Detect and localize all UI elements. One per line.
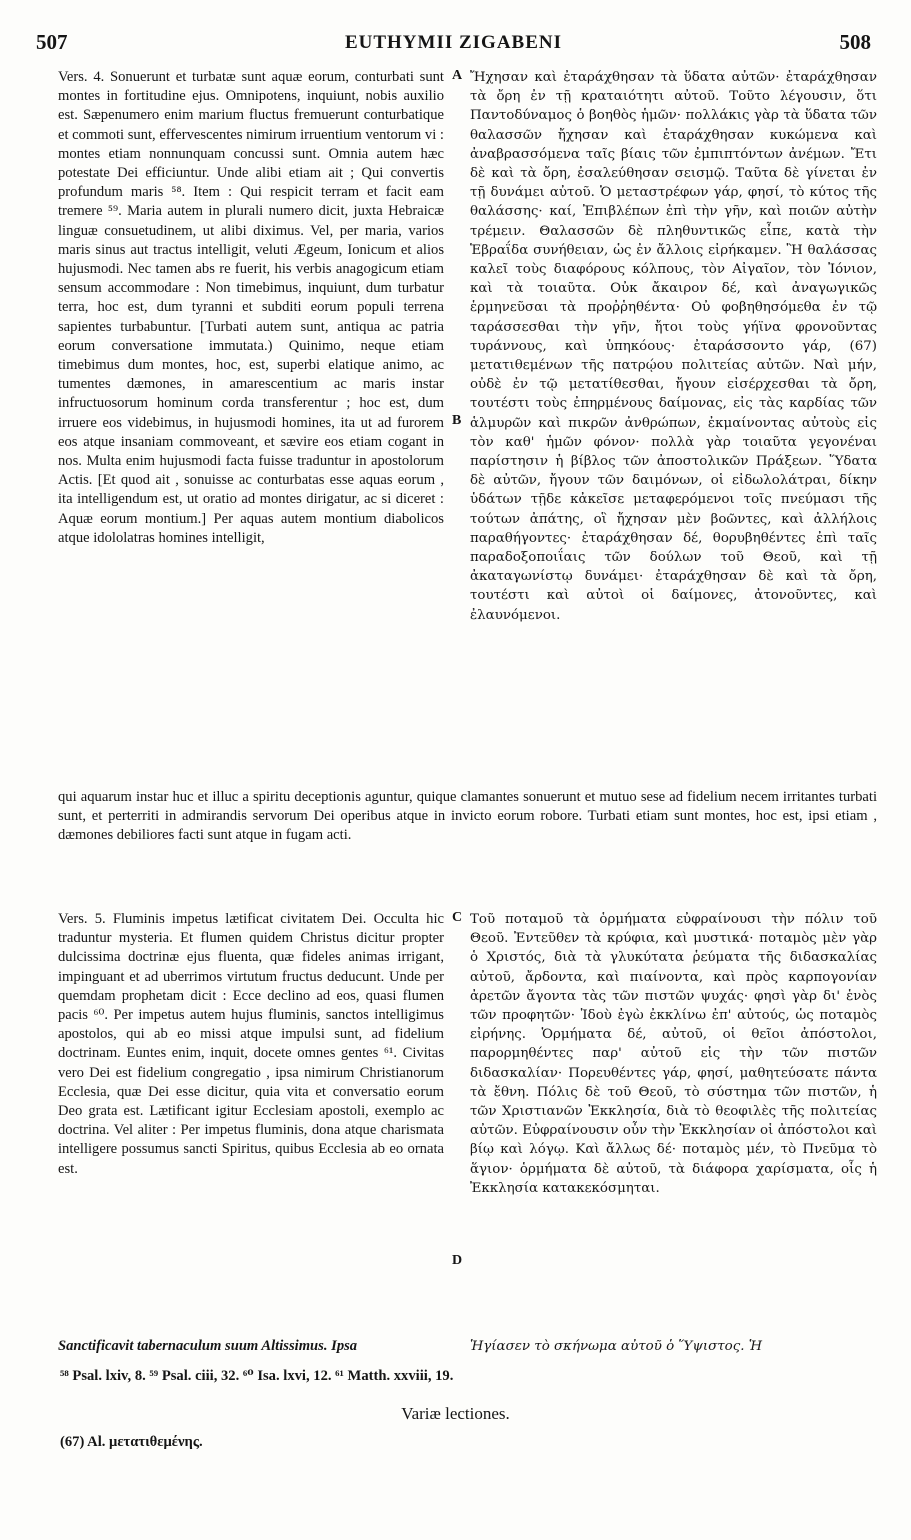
greek-text-next-verse: Ἡγίασεν τὸ σκήνωμα αὐτοῦ ὁ Ὕψιστος. Ἡ [470, 1339, 763, 1354]
running-title: EUTHYMII ZIGABENI [344, 32, 563, 53]
margin-letter-b: B [452, 413, 462, 428]
latin-text-verse-5: Vers. 5. Fluminis impetus lætificat civitatem Dei. Occulta hic traduntur mysteria. Et flumen quidem Christus dicitur propter dulcissima doctrinæ ejus fluenta, quæ fideles animas irrigant, impinguant et ad uberrimos virtutum fructus deducunt. Unde per quemdam prophetam dicit : Ecce declino ad eos, quasi flumen pacis ⁶⁰. Per impetus autem hujus fluminis, sanctos intelligimus apostolos, qui ab eo missi atque impulsi sunt, ad fidelium doctrinam. Euntes enim, inquit, docete omnes gentes ⁶¹. Civitas vero Dei est fidelium congregatio , ipsa nimirum Christianorum Ecclesia, quæ Dei esse dicitur, quia vita et conversatio eorum Deo grata est. Lætificant igitur Ecclesiam apostoli, exemplo ac doctrina. Vel aliter : Per impetus fluminis, dona atque charismata intelligere possumus sancti Spiritus, quibus Ecclesia ab eo ornata est. [58, 911, 444, 1177]
latin-full-width-continuation: qui aquarum instar huc et illuc a spiritu deceptionis aguntur, quique clamantes sonuerunt et mutuo sese ad fidelium necem irritantes turbati sunt, et perterriti in admirandis servorum Dei operibus atque in invicto eorum robore. Turbati etiam sunt montes, hoc est, ipsi etiam , dæmones debiliores facti sunt atque in fugam acti. [58, 789, 877, 844]
latin-column-next-verse [58, 1337, 444, 1356]
greek-column-verse-5 [470, 910, 877, 1198]
variant-reading-note: (67) Al. μετατιθεμένης. [60, 1434, 203, 1450]
latin-text-next-verse: Sanctificavit tabernaculum suum Altissimus. Ipsa [58, 1338, 358, 1354]
margin-letter-d: D [452, 1253, 463, 1268]
margin-letter-a: A [452, 68, 463, 83]
variae-lectiones-heading: Variæ lectiones. [401, 1404, 510, 1423]
latin-column-verse-4 [58, 68, 444, 548]
greek-text-verse-5: Τοῦ ποταμοῦ τὰ ὁρμήματα εὐφραίνουσι τὴν πόλιν τοῦ Θεοῦ. Ἐντεῦθεν τὰ κρύφια, καὶ μυστικά· ποταμὸς μὲν γὰρ ὁ Χριστός, διὰ τὰ γλυκύτατα ῥεύματα τῆς διδασκαλίας αὐτοῦ, ἄρδοντα, καὶ πιαίνοντα, καὶ πρὸς καρπογονίαν ἀρετῶν ἄγοντα τὰς τῶν πιστῶν ψυχάς· φησὶ γὰρ δι' ἑνὸς τῶν προφητῶν· Ἰδοὺ ἐγὼ ἐκκλίνω ἐπ' αὐτούς, ὡς ποταμὸς εἰρήνης. Ὁρμήματα δέ, αὐτοῦ, οἱ θεῖοι ἀπόστολοι, παρορμηθέντες παρ' αὐτοῦ εἰς τὴν τῶν πιστῶν διδασκαλίαν· Πορευθέντες γάρ, φησί, μαθητεύσατε πάντα τὰ ἔθνη. Πόλις δὲ τοῦ Θεοῦ, τὸ σύστημα τῶν πιστῶν, ἡ τῶν Χριστιανῶν Ἐκκλησία, διὰ τὸ θεοφιλὲς τῆς πολιτείας αὐτῶν. Εὐφραίνουσιν οὖν τὴν Ἐκκλησίαν οἱ ἀπόστολοι καὶ βίῳ καὶ λόγῳ. Καὶ ἄλλως δέ· ποταμὸς μέν, τὸ Πνεῦμα τὸ ἅγιον· ὁρμήματα δὲ αὐτοῦ, τὰ διάφορα χαρίσματα, οἷς ἡ Ἐκκλησία κατακεκόσμηται. [470, 912, 877, 1196]
greek-column-next-verse [470, 1337, 877, 1356]
greek-column-verse-4 [470, 68, 877, 625]
page-number-left: 507 [36, 30, 68, 54]
latin-text-verse-4: Vers. 4. Sonuerunt et turbatæ sunt aquæ eorum, conturbati sunt montes in fortitudine ejus. Omnipotens, inquiunt, nobis auxilio est. Sæpenumero enim marium fluctus fremuerunt conturbatique et commoti sunt, effervescentes nimirum irruentium ventorum vi : montes etiam nonnunquam concussi sunt. Omnia autem hæc potestate Dei efficiuntur. Unde alibi etiam ait ; Qui convertis profundum maris ⁵⁸. Item : Qui respicit terram et facit eam tremere ⁵⁹. Maria autem in plurali numero dicit, juxta Hebraicæ linguæ consuetudinem, ut alibi diximus. Vel, per maria, varios maris sinus aut tractus intelligit, veluti Ægeum, Ionicum et alios hujusmodi. Nec tamen abs re fuerit, his verbis anagogicum etiam sensum accommodare : Non timebimus, inquiunt, dum turbatur terra, hoc est, dum tyranni et subditi eorum populi terrena sapientes turbabuntur. [Turbati autem sunt, antiqua ac patria eorum conversatione immutata.) Quinimo, neque etiam timebimus dum montes, hoc, est, superbi elatique animo, ac tumentes dæmones, in amarescentium ac maris instar infructuosorum hominum corda transferentur ; hoc est, dum irruere eos videbimus, in hujusmodi homines, ita ut ad furorem eos atque insaniam commoveant, et sævire eos etiam cogant in nos. Multa enim hujusmodi facta fuisse traduntur in apostolorum Actis. [Et quod ait , sonuisse ac conturbatas esse aquas eorum , ita intelligendum est, ut oratio ad montes dirigatur, ac si diceret : Aquæ eorum montium.] Per aquas autem montium diabolicos atque idololatras homines intelligit, [58, 69, 444, 546]
greek-text-verse-4: Ἤχησαν καὶ ἐταράχθησαν τὰ ὕδατα αὐτῶν· ἐταράχθησαν τὰ ὄρη ἐν τῇ κραταιότητι αὐτοῦ. Τοῦτο λέγουσιν, ὅτι Παντοδύναμος ὁ βοηθὸς ἡμῶν· πολλάκις γὰρ τὰ ὕδατα τῶν θαλασσῶν ἤχησαν καὶ ἐταράχθησαν κυκώμενα καὶ ἀναβρασσόμενα ταῖς βίαις τῶν ἐμπιπτόντων ἀνέμων. Ἔτι δὲ καὶ τὰ ὄρη, ἐσαλεύθησαν σεισμῷ. Ταῦτα δὲ γίνεται ἐν τῇ δυνάμει αὐτοῦ. Ὁ μεταστρέφων γάρ, φησί, τὸ κύτος τῆς θαλάσσης· καί, Ἐπιβλέπων ἐπὶ τὴν γῆν, καὶ ποιῶν αὐτὴν τρέμειν. Θαλασσῶν δὲ πληθυντικῶς εἶπε, κατὰ τὴν Ἑβραΐδα συνήθειαν, ὡς ἐν ἄλλοις εἰρήκαμεν. Ἢ θαλάσσας καλεῖ τοὺς διαφόρους κόλπους, τὸν Αἰγαῖον, τὸν Ἰόνιον, καὶ τὰ τοιαῦτα. Οὐκ ἄκαιρον δέ, καὶ ἀναγωγικῶς ἑρμηνεῦσαι τὰ προῤῥηθέντα· Οὐ φοβηθησόμεθα ἐν τῷ ταράσσεσθαι τὴν γῆν, ἤτοι τοὺς γήϊνα φρονοῦντας τυράννους, καὶ ὑπηκόους· ἐταράσσοντο γάρ, (67) μετατιθεμένων τῆς πατρῴου πολιτείας αὐτῶν. Ναὶ μήν, οὐδὲ ἐν τῷ μετατίθεσθαι, ἤγουν εἰσέρχεσθαι τὰ ὄρη, τουτέστι τοὺς ἐπηρμένους δαίμονας, εἰς τὰς καρδίας τῶν ἁλμυρῶν καὶ πικρῶν ἀνθρώπων, ἐκμαίνοντας αὐτοὺς εἰς τὸν καθ' ἡμῶν φόνον· πολλὰ γὰρ τοιαῦτα γεγονέναι παρίστησιν ἡ βίβλος τῶν ἀποστολικῶν Πράξεων. Ὕδατα δὲ αὐτῶν, ἤγουν τῶν δαιμόνων, οἱ εἰδωλολάτραι, δίκην ὑδάτων τῇδε κἀκεῖσε μεταφερόμενοι τοῖς πνεύμασι τῆς τούτων ἀπάτης, οἳ ἤχησαν μὲν βοῶντες, καὶ ἀλλήλοις παραθήγοντες· ἐταράχθησαν δέ, θορυβηθέντες ἐπὶ ταῖς παραδοξοποιΐαις τῶν δούλων τοῦ Θεοῦ, καὶ τῇ ἀκαταγωνίστῳ δυνάμει· ἐταράχθησαν δὲ καὶ τὰ ὄρη, τουτέστι καὶ αὐτοὶ οἱ δαίμονες, ἀτονοῦντες, καὶ ἐλαυνόμενοι. [470, 70, 877, 623]
latin-column-verse-5 [58, 910, 444, 1179]
page-number-right: 508 [839, 30, 871, 54]
running-header [36, 30, 871, 58]
margin-letter-c: C [452, 910, 463, 925]
scripture-footnotes: ⁵⁸ Psal. lxiv, 8. ⁵⁹ Psal. ciii, 32. ⁶⁰ Isa. lxvi, 12. ⁶¹ Matth. xxviii, 19. [60, 1368, 454, 1384]
